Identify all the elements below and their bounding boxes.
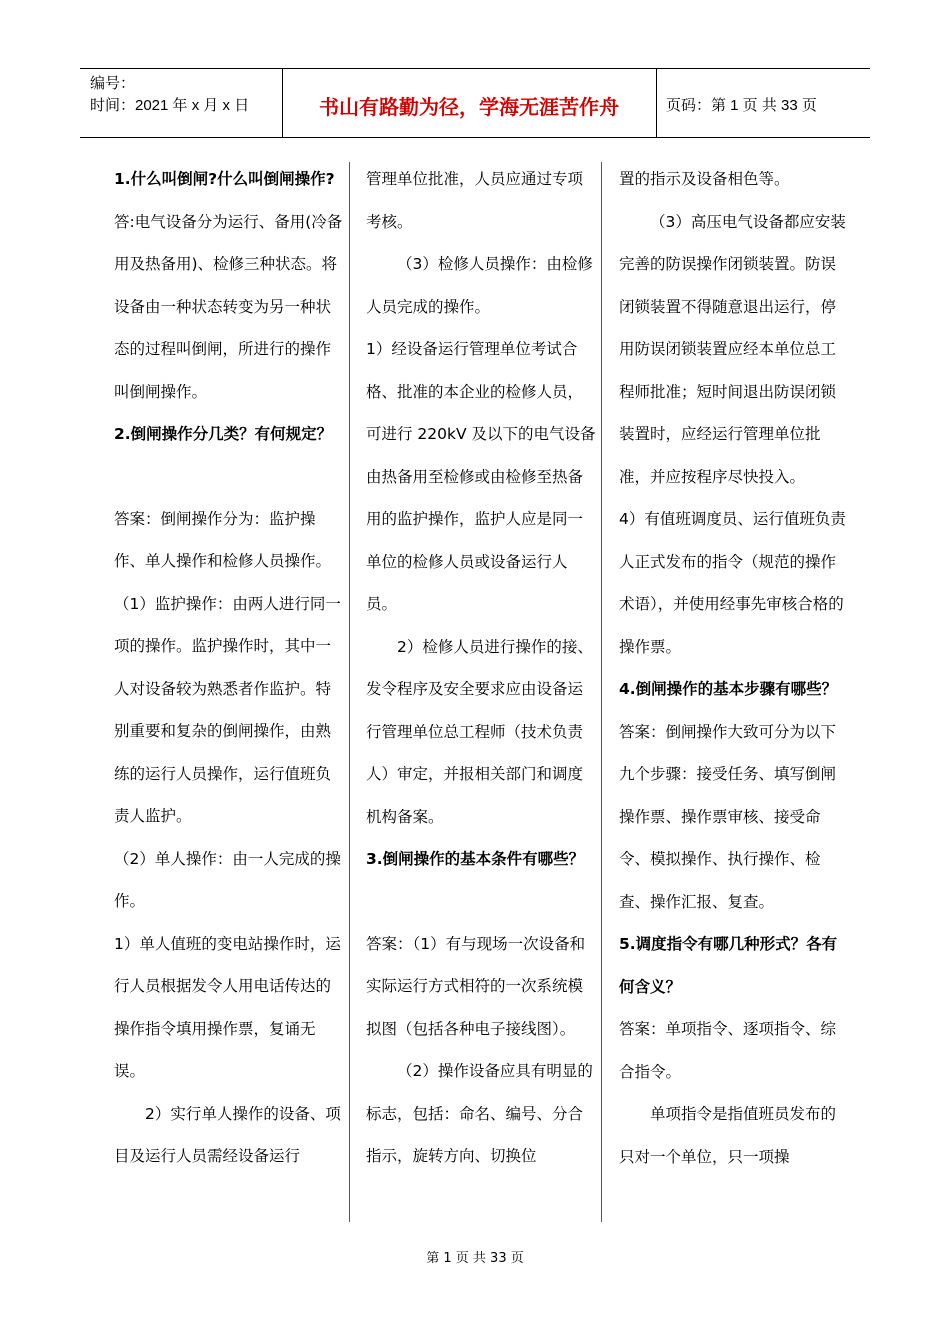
- page-footer: 第 1 页 共 33 页: [426, 1251, 524, 1266]
- column-divider: [349, 162, 350, 1222]
- answer-paragraph: 单项指令是指值班员发布的只对一个单位，只一项操: [619, 1105, 837, 1166]
- header-page-cell: [656, 69, 870, 137]
- question-heading: 2.倒闸操作分几类？有何规定？: [114, 425, 333, 443]
- answer-paragraph: 答案：（1）有与现场一次设备和实际运行方式相符的一次系统模拟图（包括各种电子接线图）。: [366, 934, 586, 1038]
- question-heading: 1.什么叫倒闸?什么叫倒闸操作?: [114, 170, 335, 188]
- question-heading: 5.调度指令有哪几种形式？各有何含义？: [619, 935, 838, 996]
- question-heading: 3.倒闸操作的基本条件有哪些？: [366, 850, 585, 868]
- answer-paragraph: 答案：倒闸操作大致可分为以下九个步骤：接受任务、填写倒闸操作票、操作票审核、接受命令、模拟操作、执行操作、检查、操作汇报、复查。: [619, 722, 837, 911]
- column-divider: [601, 162, 602, 1222]
- answer-paragraph: 2）实行单人操作的设备、项目及运行人员需经设备运行: [114, 1104, 341, 1165]
- blank-line: [366, 881, 596, 923]
- page-number-info: 页码：第 1 页 共 33 页: [666, 97, 817, 114]
- text-column-3: [619, 158, 849, 1178]
- code-label: 编号：: [90, 75, 136, 92]
- answer-paragraph: 置的指示及设备相色等。: [619, 170, 790, 188]
- text-column-2: [366, 158, 596, 1178]
- answer-paragraph: 答案：单项指令、逐项指令、综合指令。: [619, 1020, 837, 1081]
- answer-paragraph: （2）操作设备应具有明显的标志，包括：命名、编号、分合指示，旋转方向、切换位: [366, 1062, 593, 1165]
- answer-paragraph: 2）检修人员进行操作的接、发令程序及安全要求应由设备运行管理单位总工程师（技术负责人）审定，并报相关部门和调度机构备案。: [366, 637, 593, 826]
- answer-paragraph: 答:电气设备分为运行、备用(冷备用及热备用)、检修三种状态。将设备由一种状态转变为另一种状态的过程叫倒闸，所进行的操作叫倒闸操作。: [114, 212, 343, 401]
- text-column-1: [114, 158, 344, 1178]
- answer-paragraph: 1）单人值班的变电站操作时，运行人员根据发令人用电话传达的操作指令填用操作票，复诵无误。: [114, 934, 341, 1080]
- question-heading: 4.倒闸操作的基本步骤有哪些？: [619, 680, 838, 698]
- header-info-cell: [80, 69, 283, 137]
- answer-paragraph: 答案：倒闸操作分为：监护操作、单人操作和检修人员操作。: [114, 509, 332, 570]
- blank-line: [114, 456, 344, 498]
- answer-paragraph: （3）高压电气设备都应安装完善的防误操作闭锁装置。防误闭锁装置不得随意退出运行，停用防误闭锁装置应经本单位总工程师批准；短时间退出防误闭锁装置时，应经运行管理单位批准，并应按程序尽快投入。: [619, 212, 846, 486]
- header-motto-cell: [282, 69, 657, 137]
- answer-paragraph: （2）单人操作：由一人完成的操作。: [114, 849, 341, 910]
- answer-paragraph: （3）检修人员操作：由检修人员完成的操作。: [366, 255, 593, 316]
- motto-title: 书山有路勤为径，学海无涯苦作舟: [319, 95, 619, 119]
- page-header: [80, 68, 870, 138]
- date-label: 时间：2021 年 x 月 x 日: [90, 97, 250, 114]
- answer-paragraph: （1）监护操作：由两人进行同一项的操作。监护操作时，其中一人对设备较为熟悉者作监护。特别重要和复杂的倒闸操作，由熟练的运行人员操作，运行值班负责人监护。: [114, 594, 341, 825]
- answer-paragraph: 1）经设备运行管理单位考试合格、批准的本企业的检修人员，可进行 220kV 及以下的电气设备由热备用至检修或由检修至热备用的监护操作，监护人应是同一单位的检修人员或设备运行人员。: [366, 340, 596, 613]
- answer-paragraph: 管理单位批准，人员应通过专项考核。: [366, 170, 584, 231]
- answer-paragraph: 4）有值班调度员、运行值班负责人正式发布的指令（规范的操作术语），并使用经事先审核合格的操作票。: [619, 510, 846, 656]
